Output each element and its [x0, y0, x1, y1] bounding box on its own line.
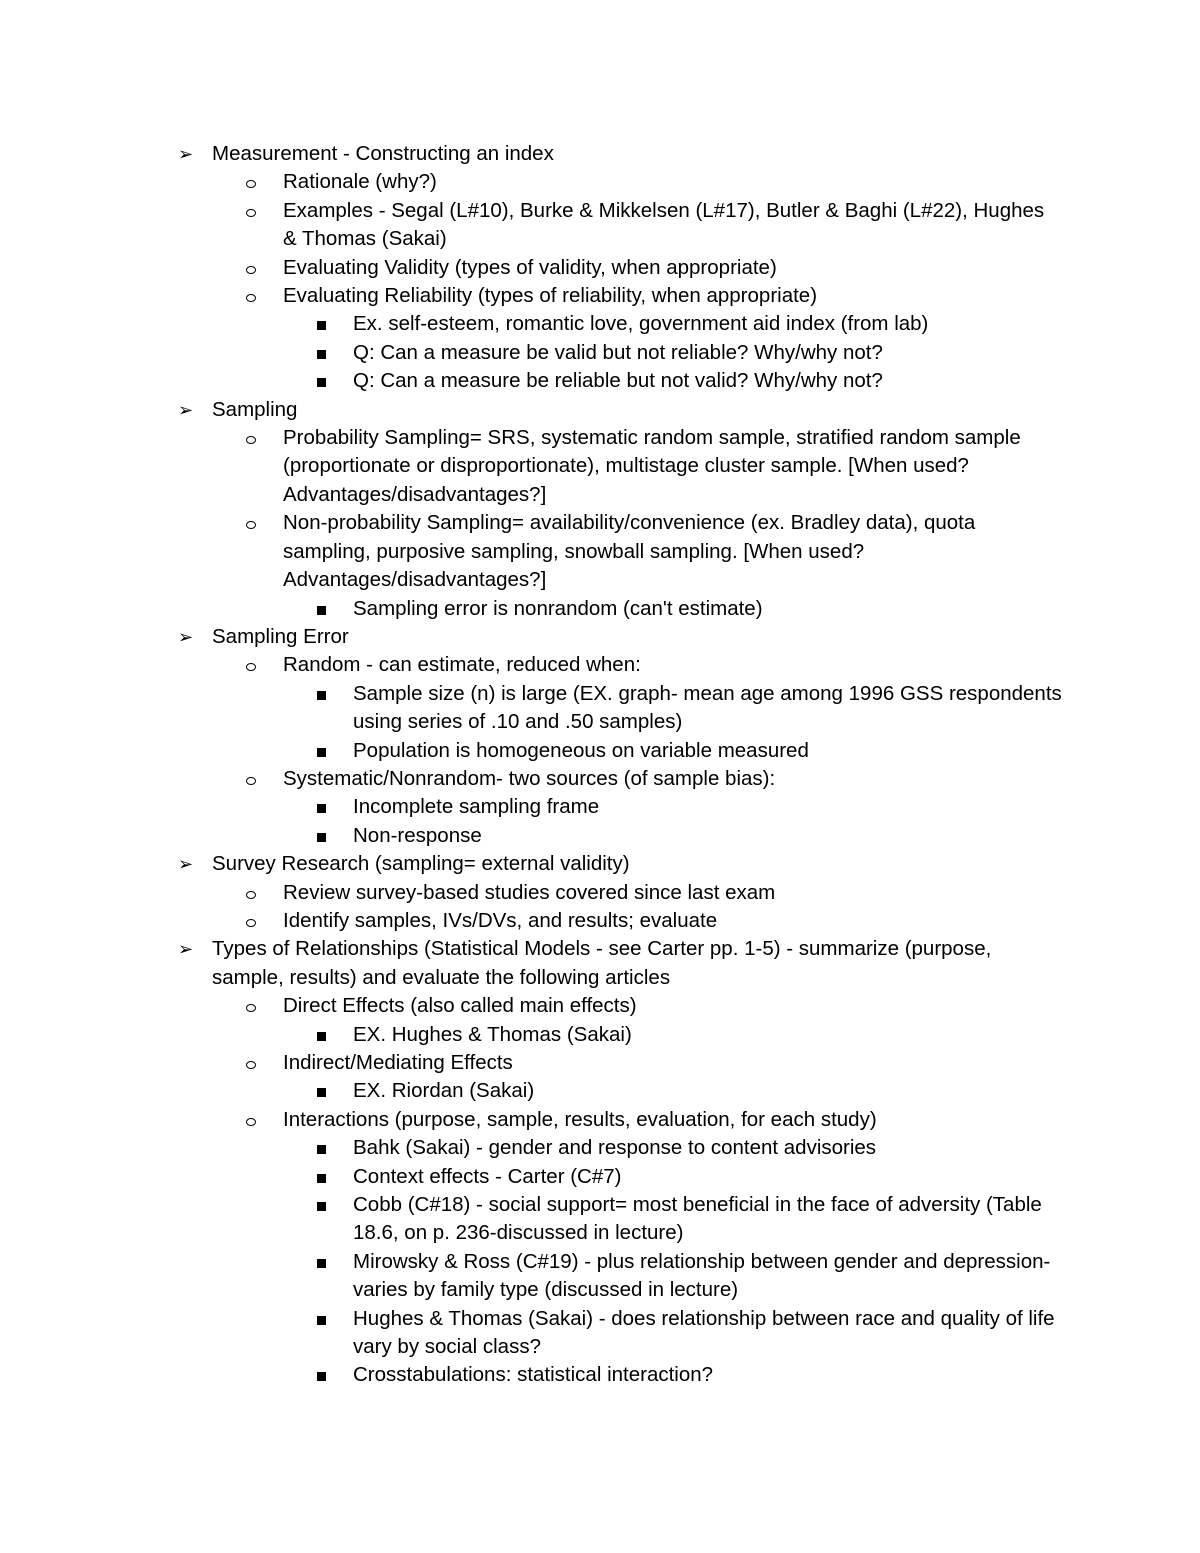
arrow-bullet-icon: ➢	[178, 399, 194, 420]
square-bullet-icon	[317, 595, 326, 623]
circle-bullet-icon	[246, 168, 256, 196]
square-bullet-icon	[317, 822, 326, 850]
circle-bullet-icon	[246, 879, 256, 907]
outline-item-level-3	[0, 1305, 1200, 1362]
outline-item-level-1	[0, 140, 1200, 168]
square-bullet-icon	[317, 1134, 326, 1162]
outline-item-text: Sample size (n) is large (EX. graph- mean age among 1996 GSS respondents using series of .10 and .50 samples)	[353, 681, 1062, 734]
outline-item-level-2	[0, 197, 1200, 254]
square-bullet-icon	[317, 1248, 326, 1276]
circle-bullet-icon	[246, 1049, 256, 1077]
outline-item-level-3	[0, 339, 1200, 367]
circle-bullet-icon	[246, 1106, 256, 1134]
outline-item-text: Q: Can a measure be valid but not reliable? Why/why not?	[353, 340, 883, 364]
outline-item-text: Rationale (why?)	[283, 170, 437, 194]
outline-item-text: Evaluating Reliability (types of reliability, when appropriate)	[283, 284, 818, 308]
outline-item-level-2	[0, 168, 1200, 196]
outline-item-text: Sampling Error	[212, 624, 349, 648]
square-bullet-icon	[317, 1163, 326, 1191]
arrow-bullet-icon: ➢	[178, 626, 194, 647]
outline-item-level-2	[0, 651, 1200, 679]
square-bullet-icon	[317, 1077, 326, 1105]
outline-item-text: Crosstabulations: statistical interaction?	[353, 1363, 714, 1387]
square-bullet-icon	[317, 339, 326, 367]
outline-item-level-3	[0, 595, 1200, 623]
outline-item-text: EX. Hughes & Thomas (Sakai)	[353, 1022, 632, 1046]
outline-item-level-3	[0, 822, 1200, 850]
outline-item-text: Indirect/Mediating Effects	[283, 1051, 513, 1074]
outline-item-level-3	[0, 310, 1200, 338]
square-bullet-icon	[317, 1361, 326, 1389]
arrow-bullet-icon: ➢	[178, 854, 194, 875]
circle-bullet-icon	[246, 907, 256, 935]
outline-item-text: Direct Effects (also called main effects)	[283, 994, 637, 1018]
outline-item-level-3	[0, 1077, 1200, 1105]
outline-item-level-3	[0, 1134, 1200, 1162]
circle-bullet-icon	[246, 424, 256, 452]
circle-bullet-icon	[246, 992, 256, 1020]
outline-item-level-2	[0, 1049, 1200, 1077]
outline-item-text: Sampling error is nonrandom (can't estimate)	[353, 596, 763, 620]
circle-bullet-icon	[246, 509, 256, 537]
outline-item-level-2	[0, 254, 1200, 282]
square-bullet-icon	[317, 1021, 326, 1049]
outline-item-text: Population is homogeneous on variable measured	[353, 738, 809, 762]
arrow-bullet-icon: ➢	[178, 939, 194, 960]
outline-item-level-2	[0, 765, 1200, 793]
square-bullet-icon	[317, 1191, 326, 1219]
outline-item-text: Non-response	[353, 823, 482, 847]
outline-item-text: Random - can estimate, reduced when:	[283, 653, 641, 677]
outline-item-level-2	[0, 424, 1200, 509]
arrow-bullet-icon: ➢	[178, 144, 194, 164]
outline-item-text: Measurement - Constructing an index	[212, 142, 554, 165]
outline-item-level-3	[0, 1163, 1200, 1191]
outline-item-level-1	[0, 396, 1200, 424]
outline-item-level-1	[0, 623, 1200, 651]
outline-item-level-3	[0, 1021, 1200, 1049]
outline-item-text: EX. Riordan (Sakai)	[353, 1079, 535, 1103]
outline-item-text: Review survey-based studies covered since last exam	[283, 880, 776, 904]
outline-item-text: Cobb (C#18) - social support= most beneficial in the face of adversity (Table 18.6, on p. 236-discussed in lecture)	[353, 1193, 1042, 1245]
outline-item-text: Examples - Segal (L#10), Burke & Mikkelsen (L#17), Butler & Baghi (L#22), Hughes & Thomas (Sakai)	[283, 198, 1045, 251]
circle-bullet-icon	[246, 282, 256, 310]
outline-item-level-2	[0, 907, 1200, 935]
outline-item-level-2	[0, 879, 1200, 907]
outline-item-text: Systematic/Nonrandom- two sources (of sample bias):	[283, 766, 776, 790]
circle-bullet-icon	[246, 651, 256, 679]
circle-bullet-icon	[246, 765, 256, 793]
outline-item-text: Sampling	[212, 397, 298, 421]
outline-item-text: Non-probability Sampling= availability/convenience (ex. Bradley data), quota sampling, purposive sampling, snowball sampling. [When used? Advantages/disadvantages?]	[283, 511, 976, 592]
outline-item-text: Hughes & Thomas (Sakai) - does relationship between race and quality of life vary by social class?	[353, 1306, 1055, 1359]
square-bullet-icon	[317, 680, 326, 708]
outline-item-text: Interactions (purpose, sample, results, evaluation, for each study)	[283, 1107, 877, 1131]
outline-item-level-3	[0, 367, 1200, 395]
square-bullet-icon	[317, 793, 326, 821]
outline-item-level-1	[0, 850, 1200, 878]
outline-item-level-2	[0, 992, 1200, 1020]
outline-item-level-3	[0, 1361, 1200, 1389]
outline-item-level-3	[0, 1248, 1200, 1305]
square-bullet-icon	[317, 1305, 326, 1333]
outline-item-text: Incomplete sampling frame	[353, 795, 600, 819]
outline-item-text: Identify samples, IVs/DVs, and results; evaluate	[283, 908, 718, 932]
outline-item-text: Bahk (Sakai) - gender and response to content advisories	[353, 1136, 877, 1160]
outline-item-text: Survey Research (sampling= external validity)	[212, 852, 630, 876]
outline-item-level-1	[0, 935, 1200, 992]
outline-item-level-2	[0, 1106, 1200, 1134]
outline-item-level-3	[0, 680, 1200, 737]
circle-bullet-icon	[246, 254, 256, 282]
outline-item-level-3	[0, 1191, 1200, 1248]
circle-bullet-icon	[246, 197, 256, 225]
outline-item-text: Ex. self-esteem, romantic love, government aid index (from lab)	[353, 312, 929, 336]
outline-item-text: Context effects - Carter (C#7)	[353, 1164, 622, 1188]
outline-item-level-2	[0, 282, 1200, 310]
square-bullet-icon	[317, 367, 326, 395]
outline-item-text: Mirowsky & Ross (C#19) - plus relationship between gender and depression- varies by family type (discussed in lecture)	[353, 1249, 1051, 1302]
outline-item-text: Evaluating Validity (types of validity, when appropriate)	[283, 255, 777, 279]
outline-item-level-3	[0, 793, 1200, 821]
outline-item-level-3	[0, 737, 1200, 765]
outline-item-level-2	[0, 509, 1200, 594]
square-bullet-icon	[317, 310, 326, 338]
outline-item-text: Types of Relationships (Statistical Models - see Carter pp. 1-5) - summarize (purpose, sample, results) and evaluate the following articles	[212, 937, 992, 989]
outline-item-text: Probability Sampling= SRS, systematic random sample, stratified random sample (proportionate or disproportionate), multistage cluster sample. [When used? Advantages/disadvantages?]	[283, 426, 1021, 506]
square-bullet-icon	[317, 737, 326, 765]
outline-item-text: Q: Can a measure be reliable but not valid? Why/why not?	[353, 369, 883, 393]
document-outline	[0, 140, 1200, 1390]
